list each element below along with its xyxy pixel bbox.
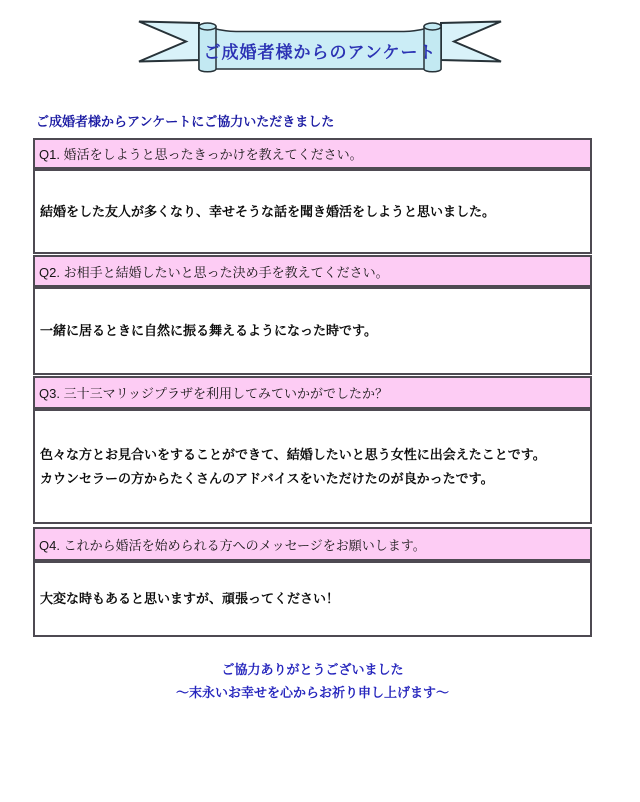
answer-box-q1 — [33, 169, 592, 254]
question-header-q3: Q3. 三十三マリッジプラザを利用してみていかがでしたか？ — [33, 376, 592, 409]
question-header-q4: Q4. これから婚活を始められる方へのメッセージをお願いします。 — [33, 527, 592, 561]
answer-box-q3 — [33, 409, 592, 524]
ribbon-banner — [130, 12, 510, 76]
answer-box-q2 — [33, 287, 592, 375]
footer-message — [33, 658, 592, 704]
ribbon-tail-right-shape — [441, 22, 501, 62]
ribbon-roll-right-cap — [424, 23, 441, 30]
answer-line: 一緒に居るときに自然に振る舞えるようになった時です。 — [40, 323, 377, 338]
answer-line: カウンセラーの方からたくさんのアドバイスをいただけたのが良かったです。 — [40, 470, 494, 486]
answer-line: 大変な時もあると思いますが、頑張ってください！ — [40, 591, 340, 606]
intro-heading: ご成婚者様からアンケートにご協力いただきました — [36, 114, 335, 129]
footer-line1: ご協力ありがとうございました — [221, 662, 404, 677]
footer-line2: 〜末永いお幸せを心からお祈り申し上げます〜 — [175, 685, 449, 700]
ribbon-tail-left-shape — [139, 22, 199, 62]
ribbon-roll-left-cap — [199, 23, 216, 30]
answer-line: 結婚をした友人が多くなり、幸せそうな話を聞き婚活をしようと思いました。 — [40, 203, 496, 219]
ribbon-title: ご成婚者様からのアンケート — [203, 42, 437, 62]
answer-line: 色々な方とお見合いをすることができて、結婚したいと思う女性に出会えたことです。 — [40, 446, 546, 462]
answer-box-q4 — [33, 561, 592, 637]
question-header-q2: Q2. お相手と結婚したいと思った決め手を教えてください。 — [33, 255, 592, 287]
question-header-q1: Q1. 婚活をしようと思ったきっかけを教えてください。 — [33, 138, 592, 169]
